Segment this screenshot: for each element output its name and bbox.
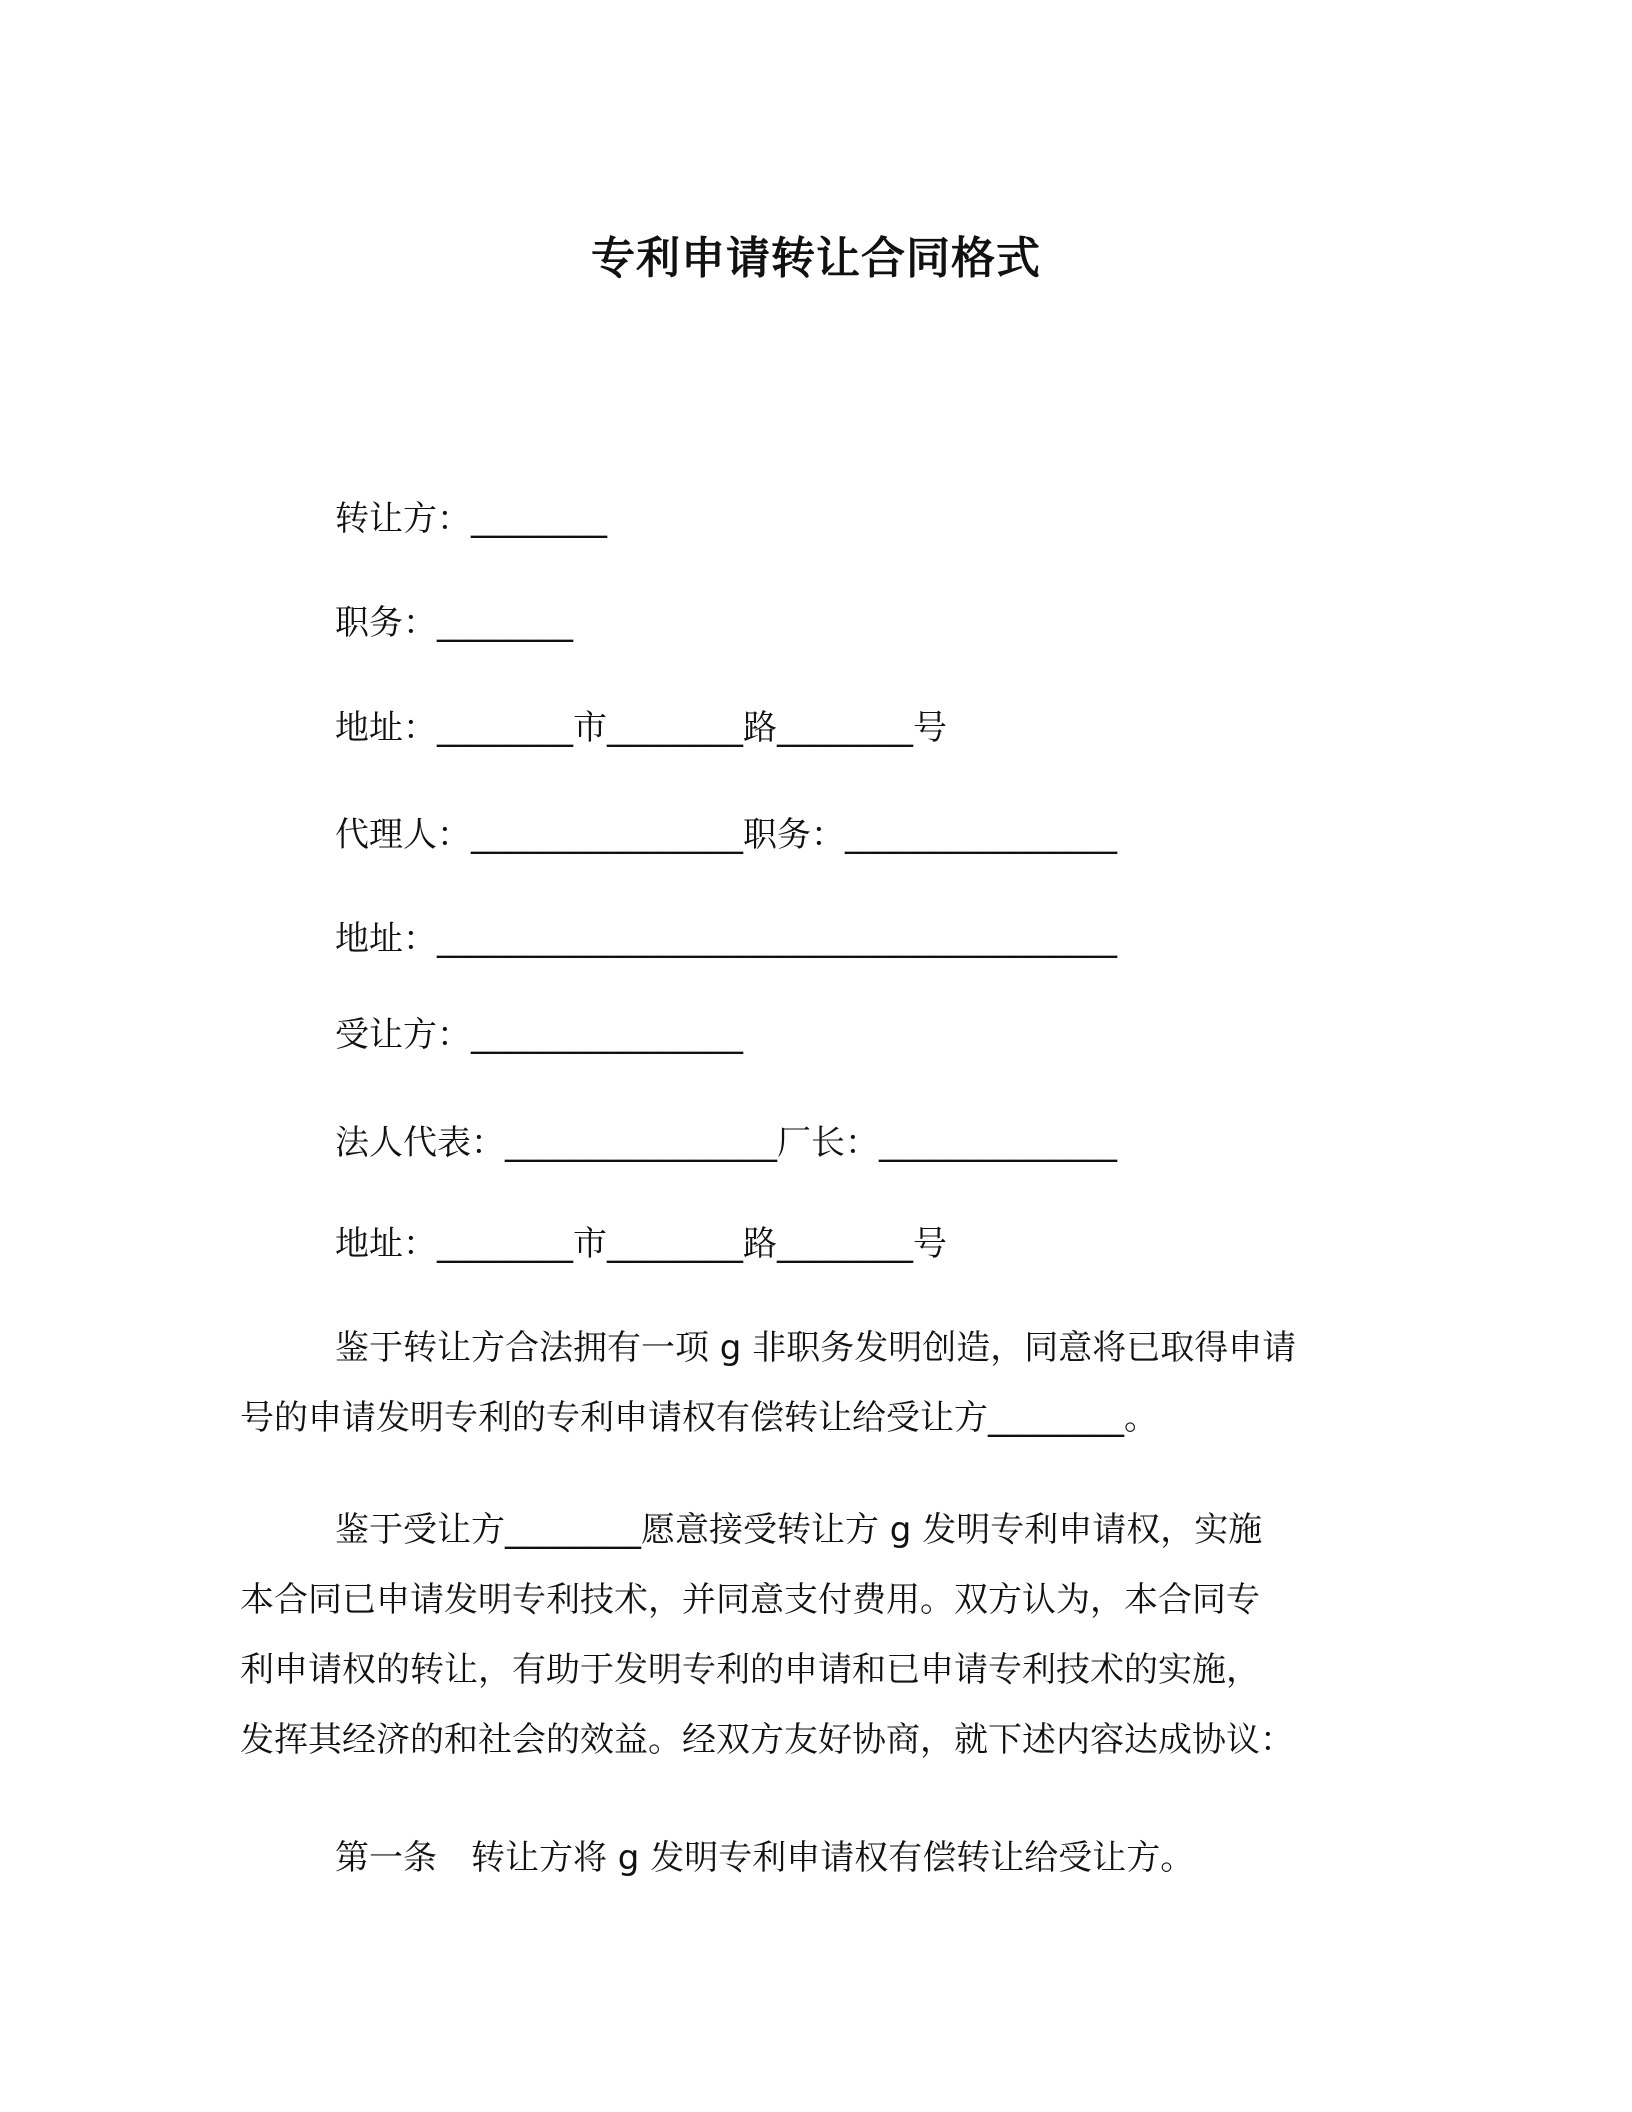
legal-representative-field: 法人代表：________________厂长：______________ [335,1123,1117,1163]
paragraph-line: 第一条 转让方将 g 发明专利申请权有偿转让给受让方。 [335,1838,1195,1878]
paragraph-line: 鉴于受让方________愿意接受转让方 g 发明专利申请权，实施 [335,1510,1263,1550]
transferor-position-field: 职务：________ [335,603,573,643]
transferee-address-field: 地址：________市________路________号 [335,1224,947,1264]
transferee-field: 受让方：________________ [335,1015,743,1055]
transferor-address-field: 地址：________市________路________号 [335,708,947,748]
article-1 [240,1823,1400,1893]
paragraph-line: 号的申请发明专利的专利申请权有偿转让给受让方________。 [240,1398,1158,1438]
agent-field: 代理人：________________职务：________________ [335,815,1117,855]
paragraph-line: 本合同已申请发明专利技术，并同意支付费用。双方认为，本合同专 [240,1580,1260,1620]
paragraph-line: 发挥其经济的和社会的效益。经双方友好协商，就下述内容达成协议： [240,1720,1294,1760]
document-title: 专利申请转让合同格式 [591,233,1041,284]
paragraph-2 [240,1495,1400,1775]
paragraph-line: 利申请权的转让，有助于发明专利的申请和已申请专利技术的实施， [240,1650,1260,1690]
transferor-field: 转让方：________ [335,499,607,539]
paragraph-line: 鉴于转让方合法拥有一项 g 非职务发明创造，同意将已取得申请 [335,1328,1297,1368]
paragraph-1 [240,1313,1400,1453]
agent-address-field: 地址：________________________________________ [335,919,1117,959]
